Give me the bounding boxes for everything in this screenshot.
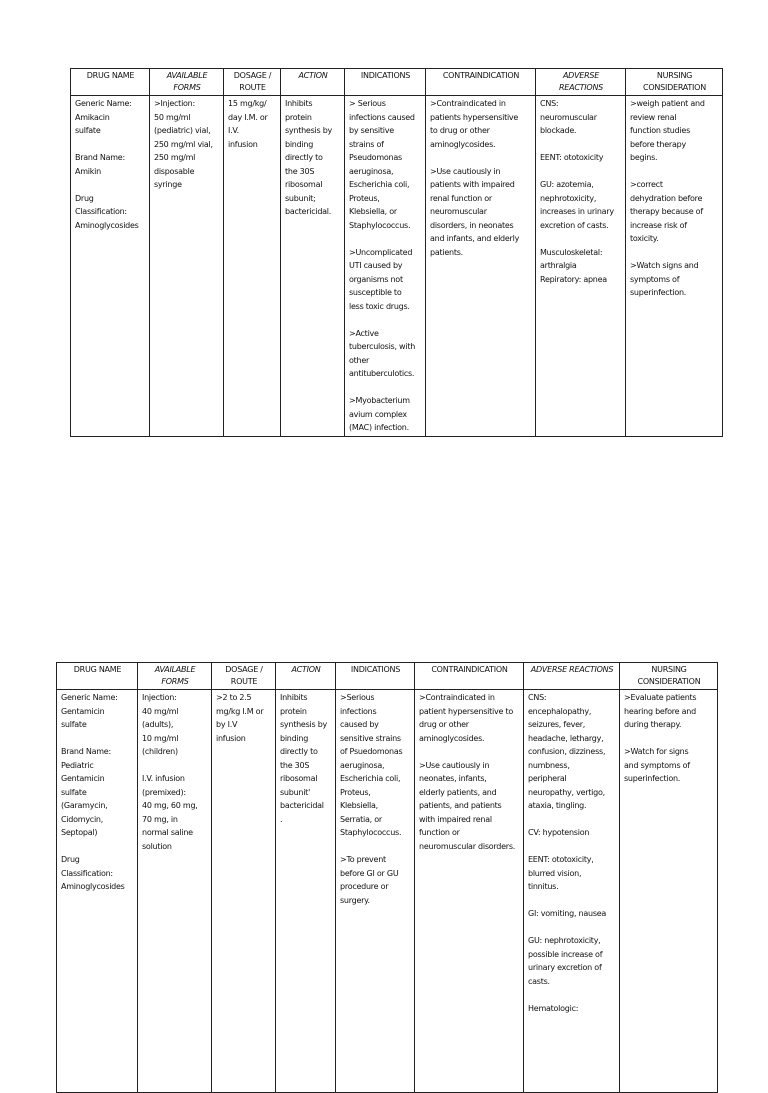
cell-available-forms: Injection: 40 mg/ml (adults), 10 mg/ml (children) I.V. infusion (premixed): 40 mg, 60 mg, 70 mg, in normal saline solution xyxy=(138,690,212,1093)
cell-adverse-reactions: CNS: encephalopathy, seizures, fever, headache, lethargy, confusion, dizziness, numbness, peripheral neuropathy, vertigo, ataxia, tingling. CV: hypotension EENT: ototoxicity, blurred vision, tinnitus. GI: vomiting, nausea GU: nephrotoxicity, possible increase of urinary excretion of casts. Hematologic: xyxy=(524,690,620,1093)
gentamicin-drug-table xyxy=(56,662,718,1093)
header-available-forms: AVAILABLE FORMS xyxy=(138,663,212,690)
amikacin-drug-table xyxy=(70,68,723,437)
cell-drug-name: Generic Name: Amikacin sulfate Brand Name: Amikin Drug Classification: Aminoglycosides xyxy=(71,96,150,437)
header-drug-name: DRUG NAME xyxy=(71,69,150,96)
cell-indications: >Serious infections caused by sensitive strains of Psuedomonas aeruginosa, Escherichia coli, Proteus, Klebsiella, Serratia, or Staphylococcus. >To prevent before GI or GU procedure or surgery. xyxy=(336,690,415,1093)
cell-drug-name: Generic Name: Gentamicin sulfate Brand Name: Pediatric Gentamicin sulfate (Garamycin, Cidomycin, Septopal) Drug Classification: Aminoglycosides xyxy=(57,690,138,1093)
cell-available-forms: >Injection: 50 mg/ml (pediatric) vial, 250 mg/ml vial, 250 mg/ml disposable syringe xyxy=(150,96,224,437)
header-action: ACTION xyxy=(281,69,345,96)
header-dosage-route: DOSAGE / ROUTE xyxy=(212,663,276,690)
header-nursing-consideration: NURSING CONSIDERATION xyxy=(626,69,723,96)
header-indications: INDICATIONS xyxy=(336,663,415,690)
cell-indications: > Serious infections caused by sensitive strains of Pseudomonas aeruginosa, Escherichia coli, Proteus, Klebsiella, or Staphylococcus. >Uncomplicated UTI caused by organisms not susceptible to less toxic drugs. >Active tuberculosis, with other antituberculotics. >Myobacterium avium complex (MAC) infection. xyxy=(345,96,426,437)
cell-dosage-route: >2 to 2.5 mg/kg I.M or by I.V infusion xyxy=(212,690,276,1093)
cell-action: Inhibits protein synthesis by binding directly to the 30S ribosomal subunit; bactericidal. xyxy=(281,96,345,437)
header-contraindication: CONTRAINDICATION xyxy=(415,663,524,690)
header-dosage-route: DOSAGE / ROUTE xyxy=(224,69,281,96)
header-adverse-reactions: ADVERSE REACTIONS xyxy=(536,69,626,96)
cell-contraindication: >Contraindicated in patients hypersensitive to drug or other aminoglycosides. >Use cautiously in patients with impaired renal function or neuromuscular disorders, in neonates and infants, and elderly patients. xyxy=(426,96,536,437)
table-header-row xyxy=(71,69,723,96)
header-adverse-reactions: ADVERSE REACTIONS xyxy=(524,663,620,690)
cell-action: Inhibits protein synthesis by binding directly to the 30S ribosomal subunit' bactericidal . xyxy=(276,690,336,1093)
table-row xyxy=(57,690,718,1093)
table-header-row xyxy=(57,663,718,690)
cell-adverse-reactions: CNS: neuromuscular blockade. EENT: ototoxicity GU: azotemia, nephrotoxicity, increases in urinary excretion of casts. Musculoskeletal: arthralgia Repiratory: apnea xyxy=(536,96,626,437)
cell-nursing-consideration: >Evaluate patients hearing before and during therapy. >Watch for signs and symptoms of superinfection. xyxy=(620,690,718,1093)
header-indications: INDICATIONS xyxy=(345,69,426,96)
cell-nursing-consideration: >weigh patient and review renal function studies before therapy begins. >correct dehydration before therapy because of increase risk of toxicity. >Watch signs and symptoms of superinfection. xyxy=(626,96,723,437)
cell-contraindication: >Contraindicated in patient hypersensitive to drug or other aminoglycosides. >Use cautiously in neonates, infants, elderly patients, and patients, and patients with impaired renal function or neuromuscular disorders. xyxy=(415,690,524,1093)
header-drug-name: DRUG NAME xyxy=(57,663,138,690)
header-contraindication: CONTRAINDICATION xyxy=(426,69,536,96)
header-available-forms: AVAILABLE FORMS xyxy=(150,69,224,96)
header-nursing-consideration: NURSING CONSIDERATION xyxy=(620,663,718,690)
table-row xyxy=(71,96,723,437)
cell-dosage-route: 15 mg/kg/ day I.M. or I.V. infusion xyxy=(224,96,281,437)
header-action: ACTION xyxy=(276,663,336,690)
